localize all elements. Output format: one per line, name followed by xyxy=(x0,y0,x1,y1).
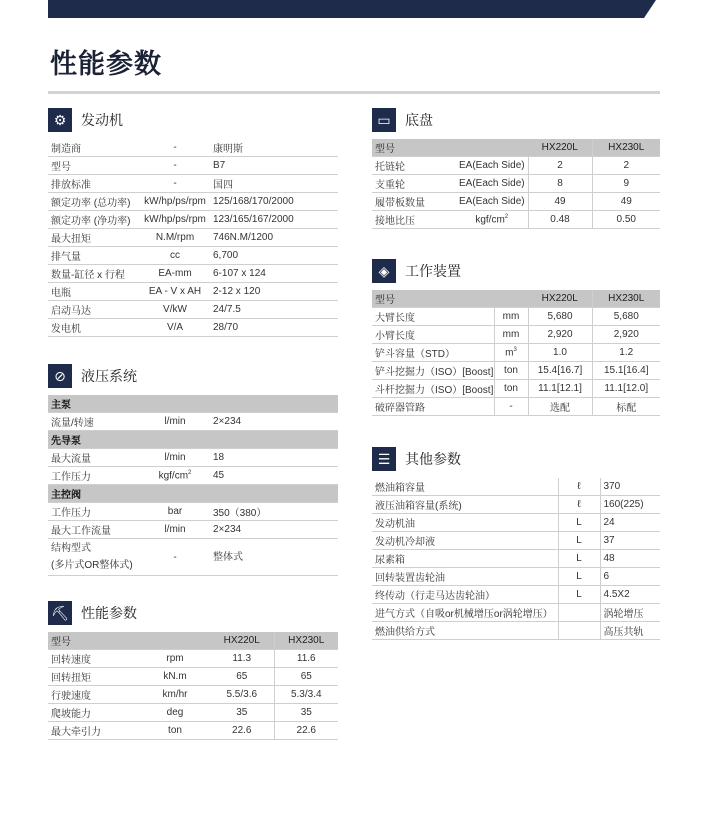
table-row: 大臂长度 mm 5,680 5,680 xyxy=(372,308,660,326)
table-row: 流量/转速 l/min 2×234 xyxy=(48,413,338,431)
chassis-title: 底盘 xyxy=(405,112,433,128)
table-row: 接地比压 kgf/$cm^2$ 0.48 0.50 xyxy=(372,211,660,229)
chassis-table xyxy=(372,139,660,229)
table-row xyxy=(48,431,338,449)
work-section xyxy=(372,258,660,416)
table-row: 额定功率 (净功率) kW/hp/ps/rpm 123/165/167/2000 xyxy=(48,211,338,229)
table-header-row: 型号 HX220L HX230L xyxy=(48,632,338,650)
table-row: 发动机冷却液 L 37 xyxy=(372,532,660,550)
table-row: 托链轮 EA(Each Side) 2 2 xyxy=(372,157,660,175)
other-table xyxy=(372,478,660,640)
title-divider xyxy=(48,91,660,94)
hydraulic-icon: ⊘ xyxy=(48,364,72,388)
table-row: 排气量 cc 6,700 xyxy=(48,247,338,265)
main-pump-label: 主泵 xyxy=(48,395,338,413)
table-row: 发电机 V/A 28/70 xyxy=(48,319,338,337)
table-row: 额定功率 (总功率) kW/hp/ps/rpm 125/168/170/2000 xyxy=(48,193,338,211)
table-row: 最大扭矩 N.M/rpm 746N.M/1200 xyxy=(48,229,338,247)
table-row: 履带板数量 EA(Each Side) 49 49 xyxy=(372,193,660,211)
work-table xyxy=(372,290,660,416)
engine-section xyxy=(48,107,338,337)
table-row: 铲斗挖掘力（ISO）[Boost] ton 15.4[16.7] 15.1[16.4] xyxy=(372,362,660,380)
table-row: 回转速度 rpm 11.3 11.6 xyxy=(48,650,338,668)
main-valve-label: 主控阀 xyxy=(48,485,338,503)
table-row: 发动机油 L 24 xyxy=(372,514,660,532)
table-row: 燃油供给方式 高压共轨 xyxy=(372,622,660,640)
other-section xyxy=(372,446,660,640)
table-row: 工作压力 bar 350（380） xyxy=(48,503,338,521)
table-row: 斗杆挖掘力（ISO）[Boost] ton 11.1[12.1] 11.1[12.0] xyxy=(372,380,660,398)
table-row: 工作压力 kgf/$cm^2$ 45 xyxy=(48,467,338,485)
engine-icon: ⚙ xyxy=(48,108,72,132)
performance-title: 性能参数 xyxy=(81,605,137,621)
engine-title: 发动机 xyxy=(81,112,123,128)
table-row: 铲斗容量（STD） $m^3$ 1.0 1.2 xyxy=(372,344,660,362)
document-icon: ☰ xyxy=(372,447,396,471)
table-header-row: 型号 HX220L HX230L xyxy=(372,139,660,157)
page-title: 性能参数 xyxy=(50,49,162,79)
table-row: 电瓶 EA - V x AH 2-12 x 120 xyxy=(48,283,338,301)
table-row xyxy=(48,485,338,503)
top-banner xyxy=(48,0,656,18)
table-row: 最大流量 l/min 18 xyxy=(48,449,338,467)
table-row: 尿素箱 L 48 xyxy=(372,550,660,568)
table-row: 回转扭矩 kN.m 65 65 xyxy=(48,668,338,686)
table-row: 最大牵引力 ton 22.6 22.6 xyxy=(48,722,338,740)
performance-table xyxy=(48,632,338,740)
pilot-pump-label: 先导泵 xyxy=(48,431,338,449)
boom-icon: ◈ xyxy=(372,259,396,283)
table-row: 型号 - B7 xyxy=(48,157,338,175)
table-row: 爬坡能力 deg 35 35 xyxy=(48,704,338,722)
chassis-section xyxy=(372,107,660,229)
table-row: 回转装置齿轮油 L 6 xyxy=(372,568,660,586)
table-row: 破碎器管路 - 选配 标配 xyxy=(372,398,660,416)
hydraulic-section xyxy=(48,363,338,576)
performance-section xyxy=(48,600,338,740)
table-header-row: 型号 HX220L HX230L xyxy=(372,290,660,308)
table-row: 最大工作流量 l/min 2×234 xyxy=(48,521,338,539)
table-row xyxy=(48,395,338,413)
other-title: 其他参数 xyxy=(405,451,461,467)
table-row: 支重轮 EA(Each Side) 8 9 xyxy=(372,175,660,193)
table-row: 行驶速度 km/hr 5.5/3.6 5.3/3.4 xyxy=(48,686,338,704)
hydraulic-table xyxy=(48,395,338,576)
track-icon: ▭ xyxy=(372,108,396,132)
table-row: 数量-缸径 x 行程 EA-mm 6-107 x 124 xyxy=(48,265,338,283)
table-row: 液压油箱容量(系统) ℓ 160(225) xyxy=(372,496,660,514)
table-row: 制造商 - 康明斯 xyxy=(48,139,338,157)
table-row: 进气方式（自吸or机械增压or涡轮增压） 涡轮增压 xyxy=(372,604,660,622)
table-row: 燃油箱容量 ℓ 370 xyxy=(372,478,660,496)
engine-table xyxy=(48,139,338,337)
table-row: 排放标准 - 国四 xyxy=(48,175,338,193)
table-row: 小臂长度 mm 2,920 2,920 xyxy=(372,326,660,344)
excavator-icon: ⛏ xyxy=(48,601,72,625)
table-row: 结构型式 (多片式OR整体式) - 整体式 xyxy=(48,539,338,576)
table-row: 终传动（行走马达齿轮油） L 4.5X2 xyxy=(372,586,660,604)
hydraulic-title: 液压系统 xyxy=(81,368,137,384)
table-row: 启动马达 V/kW 24/7.5 xyxy=(48,301,338,319)
work-title: 工作装置 xyxy=(405,263,461,279)
